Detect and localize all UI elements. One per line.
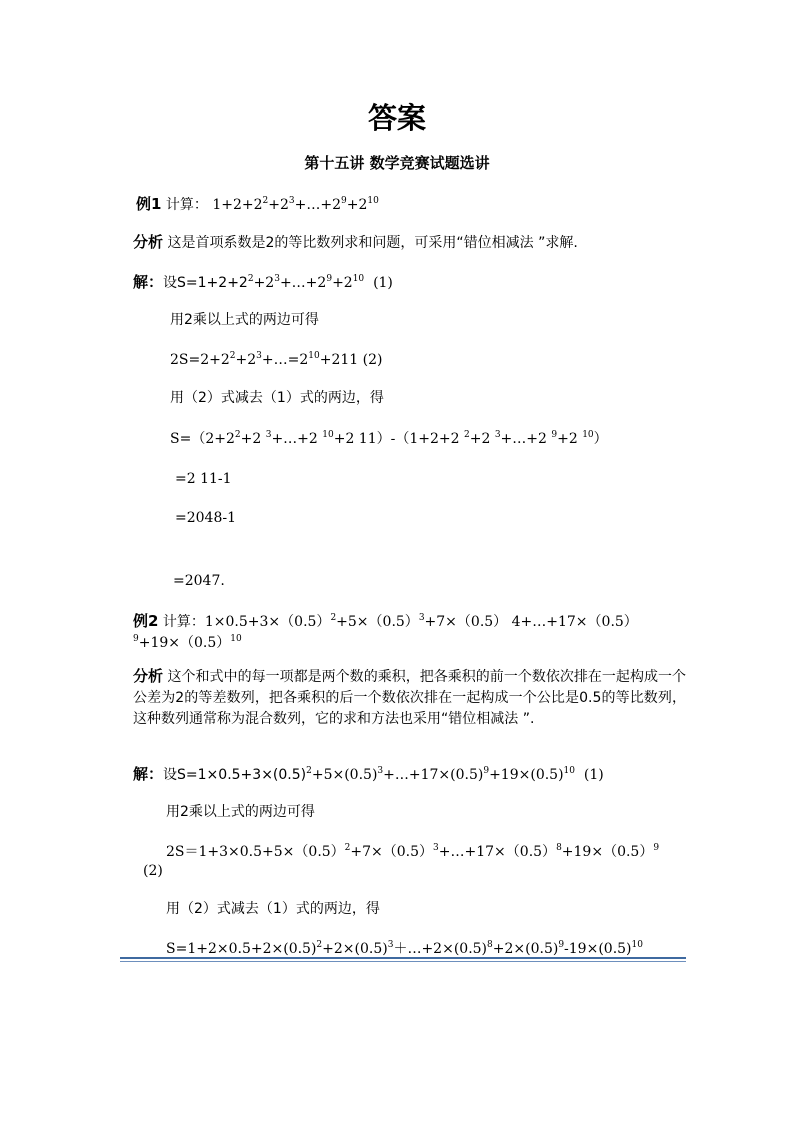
solution-1-label: 解 xyxy=(133,273,149,291)
result-step-2: =2048-1 xyxy=(175,510,236,526)
step-multiply-1: 用2乘以上式的两边可得 xyxy=(170,312,319,328)
equation-2s-1: $2S=2+2^2+2^3+\dots=2^{10}+211$ (2) xyxy=(170,351,383,368)
lecture-subtitle: 第十五讲 数学竞赛试题选讲 xyxy=(304,154,490,172)
analysis-2-text: 这个和式中的每一项都是两个数的乘积，把各乘积的前一个数依次排在一起构成一个公差为2的等差数列，把各乘积的后一个数依次排在一起构成一个公比是0.5的等比数列，这种数列通常称为混合数列，它的求和方法也采用“错位相减法 ”. xyxy=(133,669,686,727)
solution-2-label: 解 xyxy=(133,765,149,783)
equation-tag-2b: (2) xyxy=(143,863,163,879)
footer-rule xyxy=(120,957,686,959)
example-1-line xyxy=(136,195,379,214)
result-step-1: =2 11-1 xyxy=(175,471,232,487)
example-1-expression: $1+2+2^2+2^3+\dots+2^9+2^{10}$ xyxy=(212,196,379,213)
equation-s-difference-1: $S=(2+2^2+2$ $^3$+…+2 $^{10}$+2 11）-（1+2+2 $^2$+2 $^3$+…+2 $^9$+2 $^{10}$） xyxy=(170,430,608,447)
step-multiply-2: 用2乘以上式的两边可得 xyxy=(166,804,315,820)
analysis-1-label: 分析 xyxy=(133,233,164,251)
result-final: =2047. xyxy=(173,573,225,589)
solution-1-line: 解：设$S=1+2+2^2+2^3+\dots+2^9+2^{10}$ (1) xyxy=(133,273,393,291)
example-1-label: 例1 xyxy=(136,195,162,213)
analysis-2-label: 分析 xyxy=(133,667,164,685)
analysis-1-text: 这是首项系数是2的等比数列求和问题，可采用“错位相减法 ”求解. xyxy=(167,235,578,251)
analysis-2-paragraph xyxy=(133,666,686,730)
page-title: 答案 xyxy=(367,101,426,135)
analysis-1-line xyxy=(133,233,578,252)
solution-2-line: 解：设$S=1\times 0.5+3\times(0.5)^2+5\times(0.5)^3+\dots+17\times(0.5)^9+19\times(0.5)^{10}$ (1) xyxy=(133,765,604,783)
equation-tag-1: (1) xyxy=(373,275,393,291)
example-2-line-1: 例2 计算：$1\times 0.5+3\times(0.5)^2+5\times(0.5)^3+7\times(0.5)$ 4+…+17×（0.5） xyxy=(133,612,638,630)
example-2-label: 例2 xyxy=(133,612,159,630)
example-2-line-2: $^9+19\times(0.5)^{10}$ xyxy=(133,634,242,651)
example-1-prompt: 计算： xyxy=(165,197,208,213)
equation-tag-2: (1) xyxy=(583,767,604,783)
footer-rule-thin xyxy=(120,961,686,962)
step-subtract-2: 用（2）式减去（1）式的两边，得 xyxy=(166,901,380,917)
step-subtract-1: 用（2）式减去（1）式的两边，得 xyxy=(170,390,384,406)
equation-2s-2: $2S=1+3\times 0.5+5\times(0.5)^2+7\times(0.5)^3+\dots+17\times(0.5)^8+19\times(0.5)^9$ xyxy=(166,843,660,860)
equation-s-difference-2: $S=1+2\times 0.5+2\times(0.5)^2+2\times(0.5)^3+\dots+2\times(0.5)^8+2\times(0.5)^9-19\times(0.5)^{10}$ xyxy=(166,940,643,957)
